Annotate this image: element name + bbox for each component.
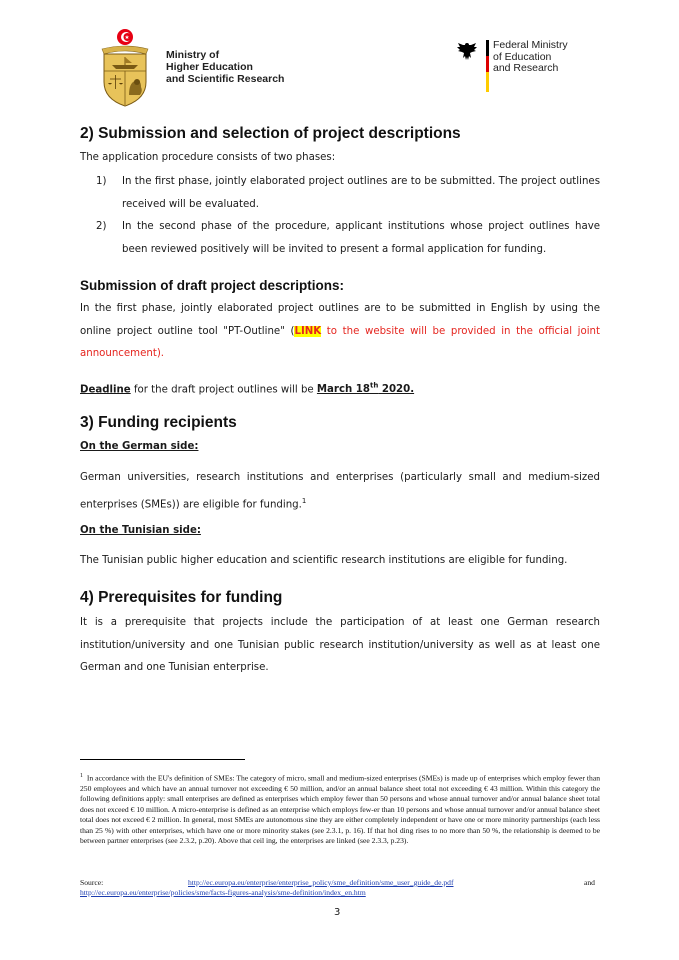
footnote-reference: 1: [301, 496, 307, 505]
german-ministry-name: [493, 40, 568, 75]
footnote-number: 1: [80, 773, 83, 779]
tunisian-ministry-line-3: and Scientific Research: [166, 73, 285, 85]
section-4-text: It is a prerequisite that projects include the participation of at least one German research institution/university and one Tunisian public research institution/university as well as at least one German and one Tunisian enterprise.: [80, 617, 600, 673]
german-eagle-icon: [455, 40, 479, 64]
german-ministry-line-3: and Research: [493, 62, 559, 74]
tunisia-coat-of-arms-logo: [96, 27, 154, 109]
section-2-intro: The application procedure consists of two phases:: [80, 152, 336, 163]
section-4-title: 4) Prerequisites for funding: [80, 589, 283, 606]
draft-submission-heading: Submission of draft project descriptions:: [80, 278, 345, 293]
page-number: 3: [334, 907, 341, 918]
list-item-text: In the first phase, jointly elaborated project outlines are to be submitted. The project outlines received will be evaluated.: [122, 176, 600, 210]
footnote-separator: [80, 759, 245, 760]
footnote-source-2: [80, 888, 600, 898]
source-link-1[interactable]: http://ec.europa.eu/enterprise/enterprise_policy/sme_definition/sme_user_guide_de.pdf: [188, 878, 454, 887]
tunisian-side-text: The Tunisian public higher education and scientific research institutions are eligible for funding.: [80, 555, 568, 566]
source-label: Source:: [80, 878, 104, 887]
german-ministry-line-2: of Education: [493, 50, 552, 63]
tunisian-ministry-line-1: Ministry of: [166, 49, 220, 61]
draft-submission-text: [80, 298, 600, 366]
german-flag-stripe-red: [486, 56, 489, 72]
source-and-word: and: [584, 878, 595, 887]
german-flag-stripe-gold: [486, 72, 489, 92]
tunisian-ministry-line-2: Higher Education: [166, 61, 253, 73]
german-flag-stripe-black: [486, 40, 489, 56]
draft-text-red: to the website will be provided in the official joint announcement).: [80, 325, 601, 359]
deadline-line: [80, 375, 600, 402]
german-side-text: German universities, research institutions and enterprises (particularly small and medium-sized enterprises (SMEs)) are eligible for funding.$^1$: [80, 472, 600, 510]
list-item-number: 1): [96, 176, 107, 187]
section-2-title: 2) Submission and selection of project descriptions: [80, 125, 461, 142]
list-item-number: 2): [96, 221, 107, 232]
draft-text-part-1: In the first phase, jointly elaborated project outlines are to be submitted in English by using the online project outline tool "PT-Outline" (: [80, 303, 600, 337]
tunisian-ministry-name: [166, 49, 284, 85]
deadline-date: March 18th 2020.: [316, 382, 415, 396]
footnote-text: $^1$ In accordance with the EU's definition of SMEs: The category of micro, small and medium-sized enterprises (SMEs) is made up of enterprises which employ fewer than 250 employees and which have an annual turnover not exceeding € 50 million, and/or an annual balance sheet total not exceeding € 43 million. Within this category the following definitions apply: small enterprises are defined as enterprises which employ fewer than 50 persons and whose annual turnover and/or annual balance sheet total does not exceed € 10 million. A micro-enterprise is defined as an enterprise which employs few-er than 10 persons and whose annual turnover and/or annual balance sheet total does not exceed € 2 million. In general, most SMEs are autonomous sine they are either completely independent or have one or more minority partnerships (each less than 25 %) with other enterprises, which have one or more minority stakes (see 2.3.1, p. 16). If that hol ding rises to no more than 50 %, the relationship is deemed to be between partner enterprises (see 2.3.2, p.20). Above that ceil ing, the enterprises are linked (see 2.3.3, p.23).: [80, 773, 600, 845]
section-3-title: 3) Funding recipients: [80, 414, 237, 431]
list-item-text: In the second phase of the procedure, applicant institutions whose project outlines have been reviewed positively will be invited to present a formal application for funding.: [122, 221, 600, 255]
german-ministry-line-1: Federal Ministry: [493, 39, 568, 51]
source-link-2[interactable]: http://ec.europa.eu/enterprise/policies/sme/facts-figures-analysis/sme-definition/index_en.htm: [80, 888, 366, 897]
footnote-source: [80, 878, 600, 888]
list-item: [96, 216, 600, 261]
link-placeholder-highlight: LINK: [294, 325, 322, 337]
german-side-heading: On the German side:: [80, 441, 199, 452]
deadline-label: Deadline: [80, 384, 131, 396]
list-item: [96, 171, 600, 216]
deadline-text: for the draft project outlines will be: [130, 384, 317, 396]
tunisian-side-heading: On the Tunisian side:: [80, 525, 201, 536]
